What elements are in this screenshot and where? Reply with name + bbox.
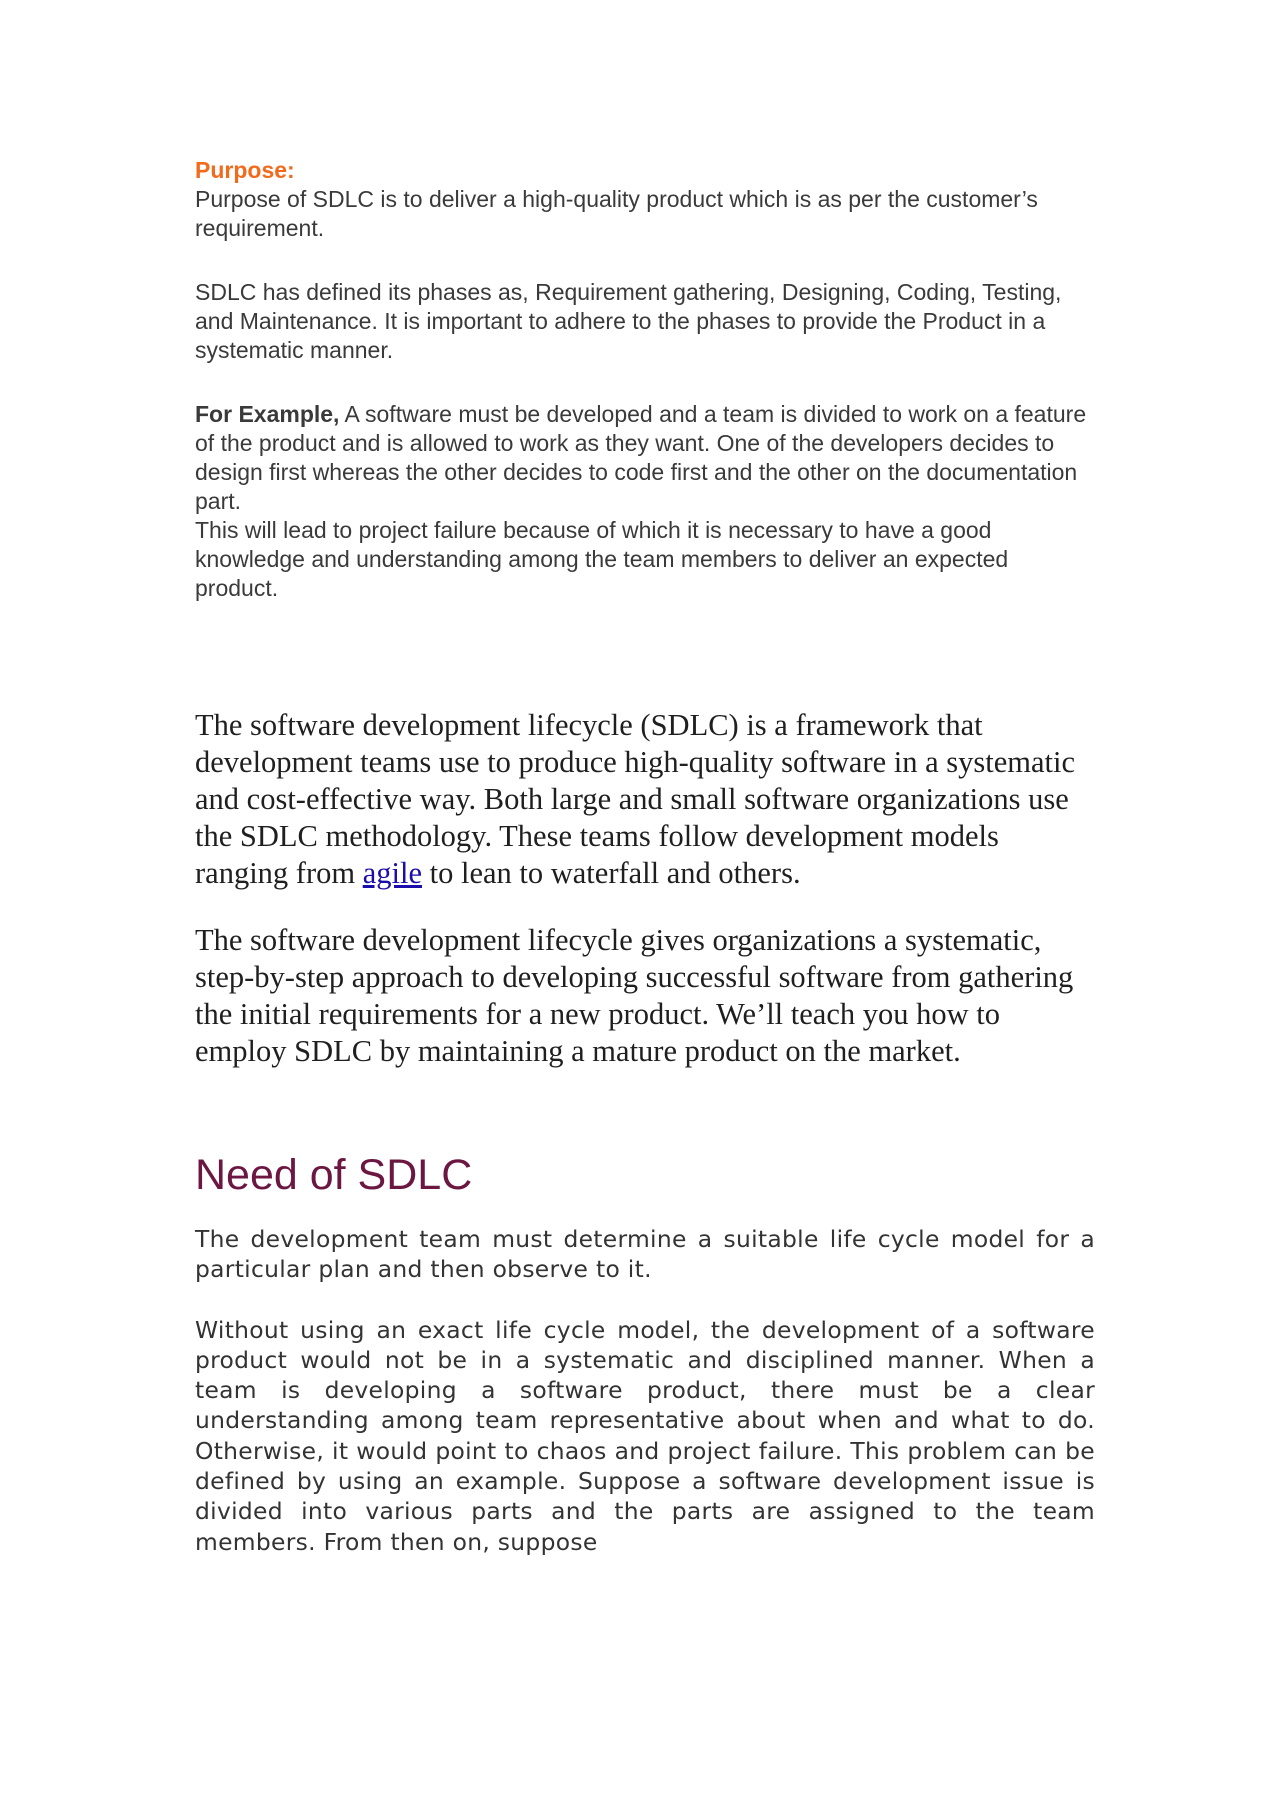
example-paragraph <box>195 400 1095 516</box>
agile-link[interactable]: agile <box>362 856 422 890</box>
section-title-need-of-sdlc: Need of SDLC <box>195 1151 473 1199</box>
need-paragraph-2: Without using an exact life cycle model, the development of a software product would not be in a systematic and disciplined manner. When a team is developing a software product, there must be a clear understanding among team representative about when and what to do. Otherwise, it would point to chaos and project failure. This problem can be defined by using an example. Suppose a software development issue is divided into various parts and the parts are assigned to the team members. From then on, suppose <box>195 1315 1095 1556</box>
failure-text: This will lead to project failure because of which it is necessary to have a good knowledge and understanding among the team members to deliver an expected product. <box>195 517 1009 601</box>
purpose-text: Purpose of SDLC is to deliver a high-quality product which is as per the customer’s requirement. <box>195 186 1038 241</box>
example-text: A software must be developed and a team is divided to work on a feature of the product and is allowed to work as they want. One of the developers decides to design first whereas the other decides to code first and the other on the documentation part. <box>195 401 1087 514</box>
intro-text-after-link: to lean to waterfall and others. <box>422 856 801 890</box>
document-content <box>195 156 1095 1587</box>
example-lead: For Example, <box>195 401 340 427</box>
need-paragraph-1: The development team must determine a suitable life cycle model for a particular plan and then observe to it. <box>195 1225 1095 1284</box>
phases-text: SDLC has defined its phases as, Requirement gathering, Designing, Coding, Testing, and Maintenance. It is important to adhere to the phases to provide the Product in a systematic manner. <box>195 279 1062 363</box>
intro-section <box>195 707 1095 1070</box>
intro-paragraph-1 <box>195 707 1095 892</box>
intro-text-before-link: The software development lifecycle (SDLC) is a framework that development teams use to produce high-quality software in a systematic and cost-effective way. Both large and small software organizations use the SDLC methodology. These teams follow development models ranging from <box>195 708 1076 890</box>
purpose-heading: Purpose: <box>195 157 295 183</box>
intro-paragraph-2: The software development lifecycle gives organizations a systematic, step-by-step approach to developing successful software from gathering the initial requirements for a new product. We’ll teach you how to employ SDLC by maintaining a mature product on the market. <box>195 923 1074 1068</box>
